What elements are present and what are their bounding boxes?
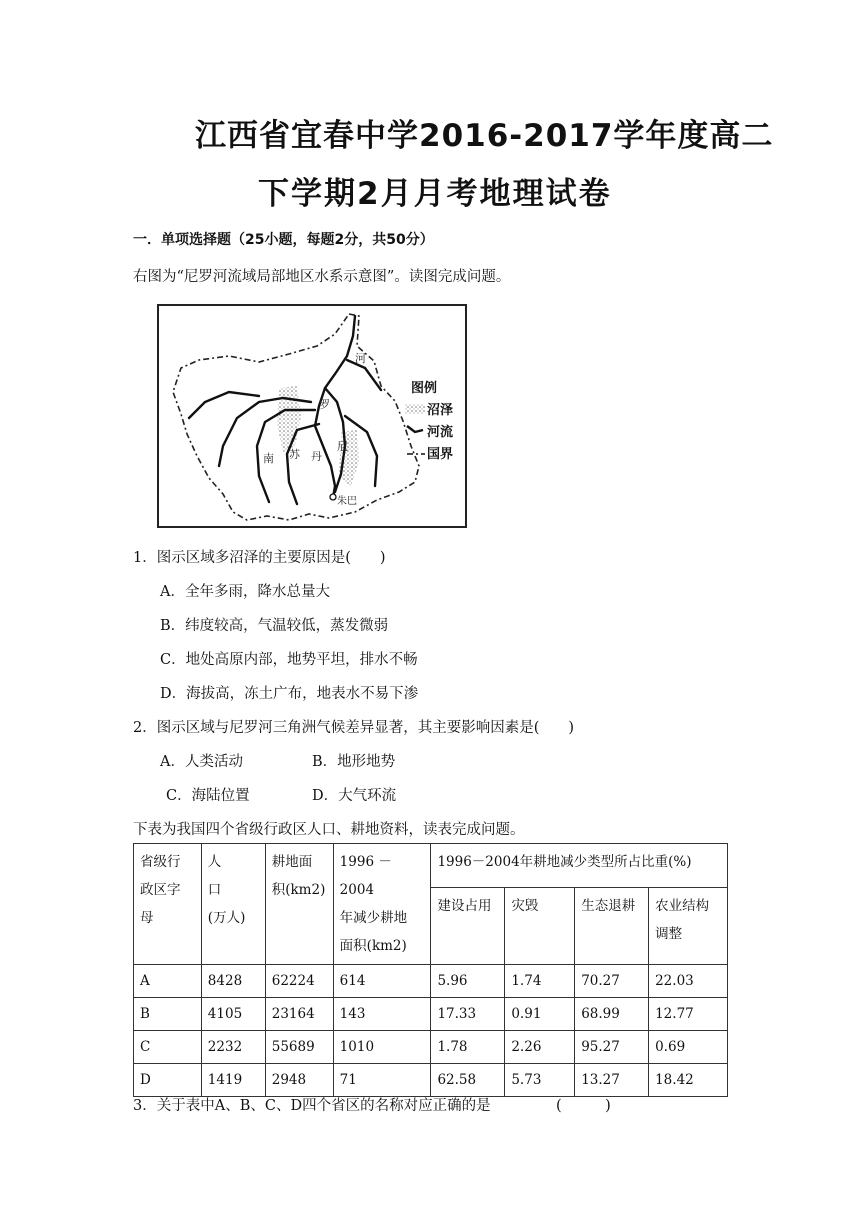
city-label: 朱巴	[337, 496, 357, 507]
river-char-3: 尼	[337, 440, 348, 453]
q1-stem: 1．图示区域多沼泽的主要原因是( )	[133, 550, 386, 566]
q1-option-c: C．地处高原内部，地势平坦，排水不畅	[160, 652, 418, 668]
table-row	[134, 998, 728, 1031]
section-heading: 一．单项选择题（25小题，每题2分，共50分）	[133, 232, 434, 248]
q2-option-a: A．人类活动	[160, 754, 243, 770]
table-cell: 2.26	[505, 1031, 575, 1064]
table-cell: 4105	[201, 998, 265, 1031]
table-cell: 55689	[265, 1031, 333, 1064]
title-line-2: 下学期2月月考地理试卷	[258, 176, 612, 212]
legend-river-label: 河流	[427, 425, 454, 440]
q1-option-b: B．纬度较高，气温较低，蒸发微弱	[160, 618, 389, 634]
table-cell: 5.73	[505, 1064, 575, 1097]
table-cell: C	[134, 1031, 202, 1064]
farmland-table	[133, 843, 728, 1097]
table-cell: 71	[333, 1064, 431, 1097]
header-agri-adjust: 农业结构 调整	[649, 887, 728, 964]
legend-swamp-swatch	[405, 404, 425, 414]
region-char-2: 苏	[289, 448, 300, 461]
table-cell: 22.03	[649, 965, 728, 998]
title-line-1: 江西省宜春中学2016-2017学年度高二	[195, 118, 774, 154]
q2-stem: 2．图示区域与尼罗河三角洲气候差异显著，其主要影响因素是( )	[133, 720, 575, 736]
region-char-3: 丹	[311, 450, 322, 463]
table-cell: 23164	[265, 998, 333, 1031]
table-cell: 0.69	[649, 1031, 728, 1064]
header-eco-return: 生态退耕	[575, 887, 649, 964]
table-cell: 17.33	[431, 998, 505, 1031]
river-char-2: 罗	[319, 398, 330, 411]
swamp-area-2	[339, 430, 359, 486]
table-cell: 2232	[201, 1031, 265, 1064]
q2-option-d: D．大气环流	[312, 788, 397, 804]
q1-option-a: A．全年多雨，降水总量大	[160, 584, 330, 600]
table-cell: 18.42	[649, 1064, 728, 1097]
swamp-area-1	[277, 386, 301, 452]
legend-river-symbol	[407, 426, 423, 432]
header-construction: 建设占用	[431, 887, 505, 964]
header-province: 省级行 政区字 母	[134, 844, 202, 965]
table-cell: 12.77	[649, 998, 728, 1031]
nile-map-figure	[159, 306, 465, 526]
q1-option-d: D．海拔高，冻土广布，地表水不易下渗	[160, 686, 419, 702]
q3-answer-paren: ( )	[556, 1098, 611, 1114]
legend-border-label: 国界	[427, 447, 454, 462]
table-cell: 13.27	[575, 1064, 649, 1097]
q3-stem: 3．关于表中A、B、C、D四个省区的名称对应正确的是	[133, 1098, 491, 1114]
table-cell: 614	[333, 965, 431, 998]
table-cell: 62.58	[431, 1064, 505, 1097]
intro-map: 右图为“尼罗河流域局部地区水系示意图”。读图完成问题。	[133, 269, 511, 285]
table-cell: 1.78	[431, 1031, 505, 1064]
table-row	[134, 1031, 728, 1064]
table-cell: 1.74	[505, 965, 575, 998]
table-cell: 5.96	[431, 965, 505, 998]
table-cell: 95.27	[575, 1031, 649, 1064]
table-cell: 1419	[201, 1064, 265, 1097]
table-row	[134, 1064, 728, 1097]
table-cell: 62224	[265, 965, 333, 998]
table-cell: 1010	[333, 1031, 431, 1064]
header-farmland-area: 耕地面 积(km2)	[265, 844, 333, 965]
header-reduced-area: 1996 － 2004 年减少耕地 面积(km2)	[333, 844, 431, 965]
table-cell: 70.27	[575, 965, 649, 998]
river-char-1: 河	[355, 352, 366, 365]
region-char-1: 南	[263, 452, 274, 465]
legend-swamp-label: 沼泽	[427, 403, 454, 418]
header-reduction-types: 1996－2004年耕地减少类型所占比重(%)	[431, 844, 728, 888]
header-disaster: 灾毁	[505, 887, 575, 964]
table-cell: 143	[333, 998, 431, 1031]
table-cell: 68.99	[575, 998, 649, 1031]
tributary-west-4	[189, 392, 259, 418]
q2-option-b: B．地形地势	[312, 754, 396, 770]
table-cell: A	[134, 965, 202, 998]
table-cell: 2948	[265, 1064, 333, 1097]
q2-option-c: C．海陆位置	[166, 788, 250, 804]
table-row	[134, 965, 728, 998]
table-cell: 8428	[201, 965, 265, 998]
city-marker	[330, 494, 336, 500]
intro-table: 下表为我国四个省级行政区人口、耕地资料，读表完成问题。	[133, 822, 525, 838]
header-population: 人 口 (万人)	[201, 844, 265, 965]
nile-map	[157, 304, 467, 528]
legend-title: 图例	[411, 381, 438, 396]
table-cell: D	[134, 1064, 202, 1097]
table-cell: 0.91	[505, 998, 575, 1031]
table-cell: B	[134, 998, 202, 1031]
